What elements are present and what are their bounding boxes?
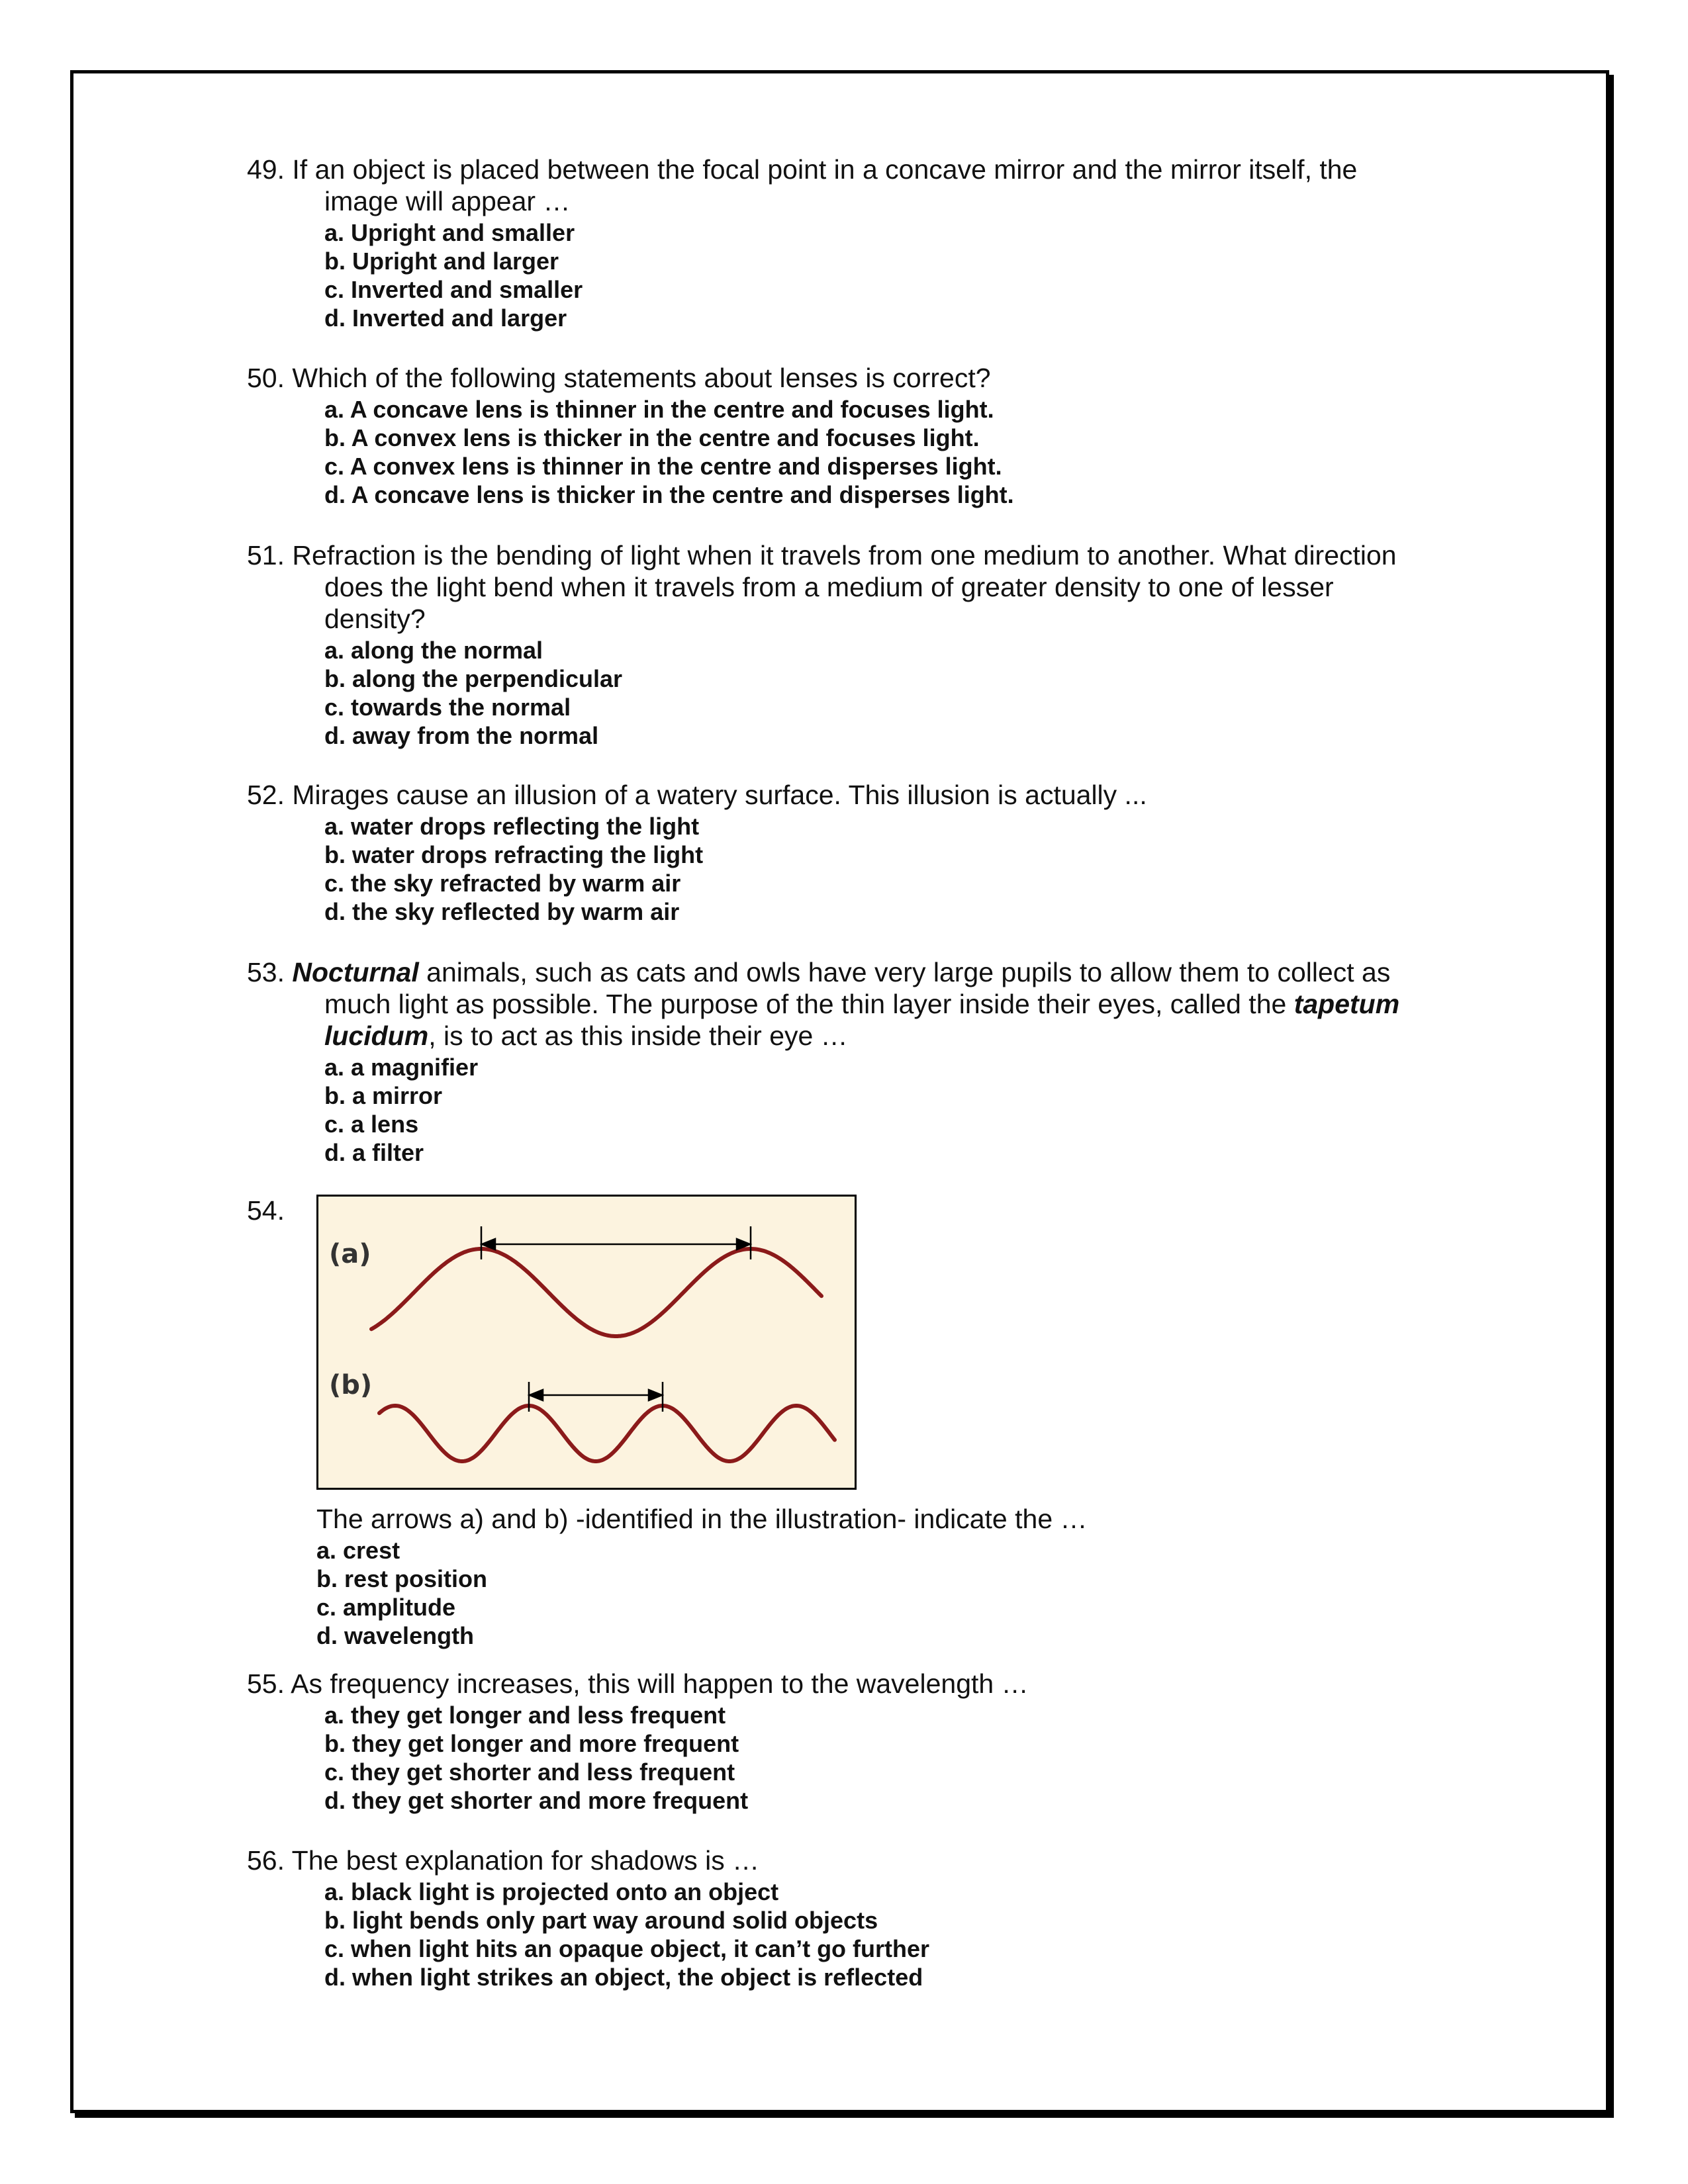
option-c[interactable]: c. they get shorter and less frequent [324, 1758, 735, 1786]
question-number: 50. [247, 363, 285, 393]
stem-line: Mirages cause an illusion of a watery surface. This illusion is actually ... [292, 780, 1147, 810]
options-list [324, 1053, 1438, 1167]
stem-text: much light as possible. The purpose of the thin layer inside their eyes, called the [324, 989, 1294, 1019]
stem-line: animals, such as cats and owls have very large pupils to allow them to collect as [418, 957, 1391, 987]
options-list [324, 1878, 1438, 1991]
option-a[interactable]: a. crest [316, 1537, 400, 1564]
option-a[interactable]: a. water drops reflecting the light [324, 813, 700, 840]
question-55 [247, 1668, 1438, 1815]
term-nocturnal: Nocturnal [292, 957, 419, 987]
stem-line: does the light bend when it travels from a medium of greater density to one of lesser [324, 572, 1334, 602]
question-number: 52. [247, 780, 285, 810]
question-49 [247, 154, 1438, 332]
option-a[interactable]: a. A concave lens is thinner in the centre and focuses light. [324, 396, 994, 423]
options-list [324, 218, 1438, 332]
wavelength-arrow-a [481, 1226, 751, 1259]
question-56 [247, 1844, 1438, 1991]
wave-a [371, 1249, 821, 1336]
options-list [316, 1536, 1376, 1650]
question-52 [247, 779, 1438, 926]
stem-text: , is to act as this inside their eye … [428, 1021, 848, 1051]
option-d[interactable]: d. A concave lens is thicker in the centre and disperses light. [324, 481, 1014, 508]
question-stem [247, 1844, 1438, 1876]
option-c[interactable]: c. a lens [324, 1111, 419, 1138]
options-list [324, 395, 1438, 509]
stem-line [247, 1020, 1438, 1052]
option-b[interactable]: b. A convex lens is thicker in the centre and focuses light. [324, 424, 980, 451]
option-a[interactable]: a. Upright and smaller [324, 219, 575, 246]
stem-line: image will appear … [324, 186, 571, 216]
question-54-text [316, 1503, 1376, 1650]
question-number: 54. [247, 1195, 285, 1226]
question-51 [247, 539, 1438, 750]
options-list [324, 636, 1438, 750]
option-d[interactable]: d. when light strikes an object, the object is reflected [324, 1964, 923, 1991]
wave-figure [318, 1197, 855, 1488]
option-b[interactable]: b. light bends only part way around solid objects [324, 1907, 878, 1934]
stem-line: The best explanation for shadows is … [291, 1845, 760, 1876]
stem-line: The arrows a) and b) -identified in the illustration- indicate the … [316, 1504, 1088, 1534]
question-number: 53. [247, 957, 285, 987]
option-d[interactable]: d. wavelength [316, 1622, 475, 1649]
figure-label-b: (b) [329, 1370, 373, 1400]
term-tapetum: tapetum [1293, 989, 1400, 1019]
option-c[interactable]: c. when light hits an opaque object, it can’t go further [324, 1935, 930, 1962]
option-c[interactable]: c. amplitude [316, 1594, 456, 1621]
question-stem [247, 1668, 1438, 1700]
option-b[interactable]: b. along the perpendicular [324, 665, 623, 692]
stem-line: Refraction is the bending of light when it travels from one medium to another. What direction [292, 540, 1397, 570]
option-a[interactable]: a. they get longer and less frequent [324, 1702, 726, 1729]
options-list [324, 812, 1438, 926]
question-number: 51. [247, 540, 285, 570]
question-number: 55. [247, 1668, 285, 1699]
stem-line: If an object is placed between the focal point in a concave mirror and the mirror itself, the [292, 154, 1358, 185]
option-b[interactable]: b. a mirror [324, 1082, 443, 1109]
wavelength-arrow-b [529, 1382, 663, 1412]
option-d[interactable]: d. a filter [324, 1139, 424, 1166]
option-b[interactable]: b. rest position [316, 1565, 488, 1592]
stem-line: Which of the following statements about lenses is correct? [292, 363, 991, 393]
question-54 [247, 1195, 1438, 1658]
wave-b [379, 1406, 835, 1461]
option-d[interactable]: d. away from the normal [324, 722, 599, 749]
option-a[interactable]: a. a magnifier [324, 1054, 479, 1081]
wave-illustration [316, 1195, 857, 1490]
option-c[interactable]: c. A convex lens is thinner in the centre and disperses light. [324, 453, 1002, 480]
question-number: 56. [247, 1845, 285, 1876]
option-a[interactable]: a. black light is projected onto an object [324, 1878, 779, 1905]
stem-line: As frequency increases, this will happen to the wavelength … [291, 1668, 1029, 1699]
question-stem [247, 539, 1438, 635]
figure-label-a: (a) [329, 1239, 371, 1269]
options-list [324, 1701, 1438, 1815]
stem-line [247, 988, 1438, 1020]
question-stem [247, 154, 1438, 217]
question-stem [247, 779, 1438, 811]
question-stem [247, 956, 1438, 1052]
option-b[interactable]: b. water drops refracting the light [324, 841, 704, 868]
question-50 [247, 362, 1438, 509]
option-c[interactable]: c. Inverted and smaller [324, 276, 583, 303]
option-a[interactable]: a. along the normal [324, 637, 543, 664]
question-number: 49. [247, 154, 285, 185]
term-lucidum: lucidum [324, 1021, 429, 1051]
option-b[interactable]: b. they get longer and more frequent [324, 1730, 739, 1757]
option-d[interactable]: d. Inverted and larger [324, 304, 567, 332]
option-d[interactable]: d. they get shorter and more frequent [324, 1787, 749, 1814]
question-53 [247, 956, 1438, 1167]
option-d[interactable]: d. the sky reflected by warm air [324, 898, 680, 925]
stem-line: density? [324, 604, 426, 634]
option-b[interactable]: b. Upright and larger [324, 248, 559, 275]
option-c[interactable]: c. towards the normal [324, 694, 571, 721]
question-stem [247, 362, 1438, 394]
option-c[interactable]: c. the sky refracted by warm air [324, 870, 681, 897]
